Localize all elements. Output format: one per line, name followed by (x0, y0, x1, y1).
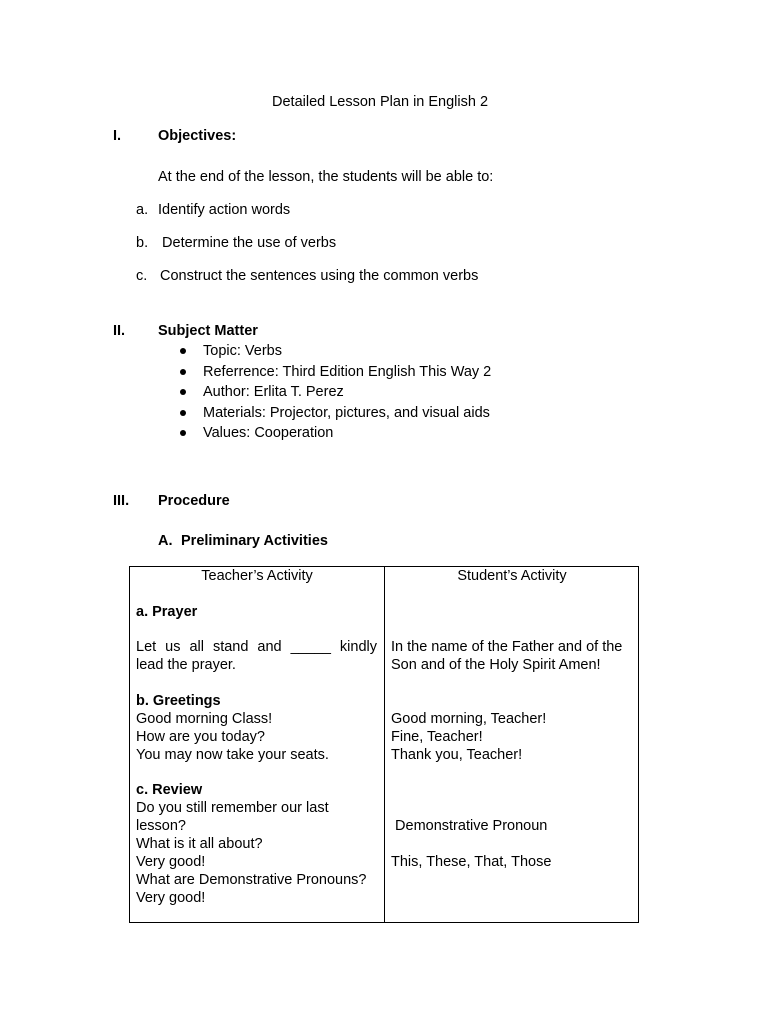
prayer-teacher-text: Let us all stand and _____ kindly lead the prayer. (136, 639, 377, 673)
list-item (180, 403, 491, 424)
list-item (180, 382, 491, 403)
review-teacher-line-5: What are Demonstrative Pronouns? (136, 872, 367, 888)
bullet-text-reference: Referrence: Third Edition English This Way 2 (203, 363, 492, 380)
greetings-student-line-1: Good morning, Teacher! (391, 711, 547, 727)
bullet-text-topic: Topic: Verbs (203, 343, 282, 359)
greetings-teacher-line-3: You may now take your seats. (136, 747, 329, 763)
list-item (180, 423, 491, 444)
greetings-heading: b. Greetings (136, 693, 221, 709)
greetings-student-line-2: Fine, Teacher! (391, 729, 483, 745)
section-numeral-objectives: I. (113, 128, 122, 144)
prayer-student-line-1: In the name of the Father and of the (391, 639, 623, 655)
bullet-icon (180, 369, 186, 375)
objective-letter-c: c. (136, 268, 148, 284)
objective-letter-b: b. (136, 235, 149, 251)
prayer-student-line-2: Son and of the Holy Spirit Amen! (391, 657, 601, 673)
objective-item-a: Identify action words (158, 202, 291, 218)
review-heading: c. Review (136, 782, 203, 798)
section-numeral-subject-matter: II. (113, 323, 126, 339)
prayer-heading: a. Prayer (136, 604, 198, 620)
subject-matter-list (180, 341, 491, 444)
activity-table (129, 566, 639, 923)
bullet-icon (180, 348, 186, 354)
bullet-text-values: Values: Cooperation (203, 425, 334, 442)
greetings-teacher-line-1: Good morning Class! (136, 711, 273, 727)
bullet-text-materials: Materials: Projector, pictures, and visual aids (203, 404, 490, 421)
greetings-student-line-3: Thank you, Teacher! (391, 747, 523, 763)
list-item (180, 362, 491, 383)
review-student-line-1: Demonstrative Pronoun (391, 818, 548, 834)
bullet-icon (180, 430, 186, 436)
teacher-activity-header: Teacher’s Activity (201, 568, 313, 584)
bullet-icon (180, 410, 186, 416)
objective-letter-a: a. (136, 202, 149, 218)
review-teacher-line-4: Very good! (136, 854, 206, 870)
review-teacher-line-1: Do you still remember our last (136, 800, 329, 816)
column-divider (384, 567, 385, 922)
review-student-line-2: This, These, That, Those (391, 854, 552, 870)
subsection-letter-a: A. (158, 533, 173, 549)
objective-item-c: Construct the sentences using the common verbs (160, 268, 479, 284)
objectives-intro: At the end of the lesson, the students will be able to: (158, 169, 494, 185)
review-teacher-line-2: lesson? (136, 818, 186, 834)
review-teacher-line-3: What is it all about? (136, 836, 263, 852)
student-activity-header: Student’s Activity (457, 568, 567, 584)
section-numeral-procedure: III. (113, 493, 130, 509)
subject-matter-heading: Subject Matter (158, 323, 258, 339)
preliminary-activities-heading: Preliminary Activities (181, 533, 328, 549)
bullet-icon (180, 389, 186, 395)
page-title: Detailed Lesson Plan in English 2 (272, 94, 489, 110)
review-teacher-line-6: Very good! (136, 890, 206, 906)
greetings-teacher-line-2: How are you today? (136, 729, 265, 745)
bullet-text-author: Author: Erlita T. Perez (203, 384, 344, 401)
list-item (180, 341, 491, 362)
objectives-heading: Objectives: (158, 128, 237, 144)
objective-item-b: Determine the use of verbs (158, 235, 337, 251)
procedure-heading: Procedure (158, 493, 230, 509)
